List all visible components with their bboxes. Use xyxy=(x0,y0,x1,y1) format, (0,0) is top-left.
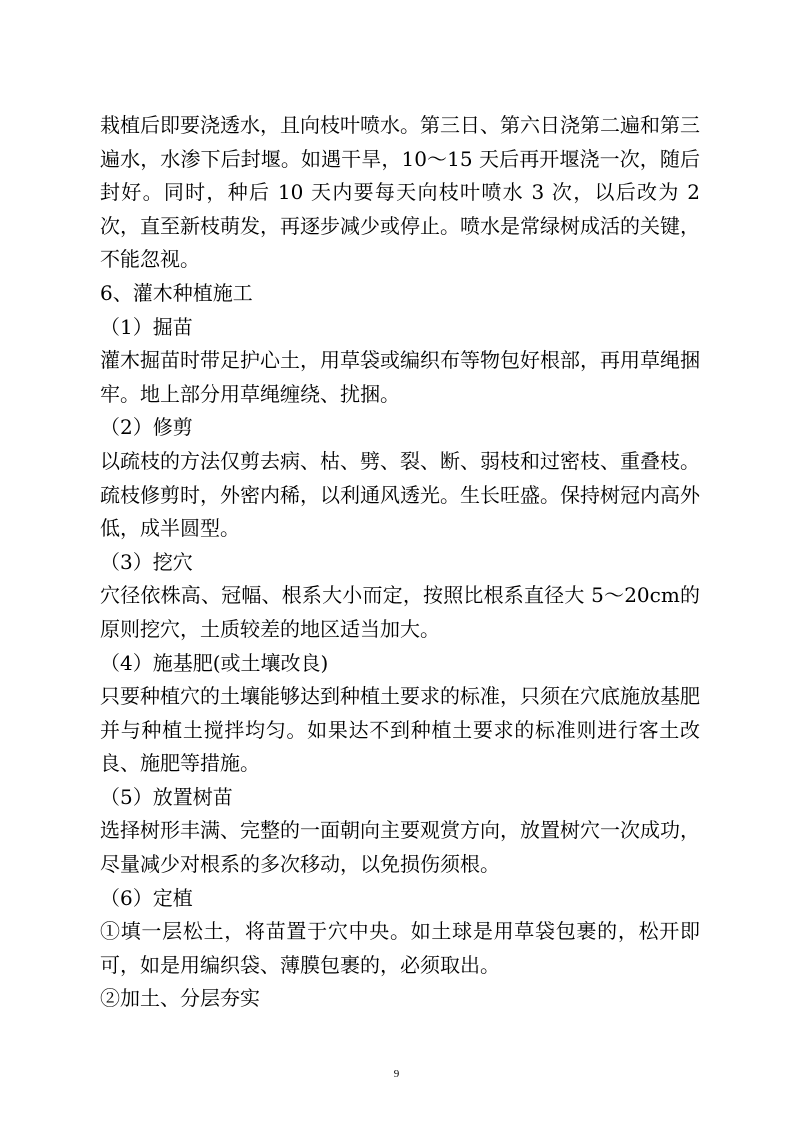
paragraph-watering: 栽植后即要浇透水，且向枝叶喷水。第三日、第六日浇第二遍和第三遍水，水渗下后封堰。如遇干旱，10～15 天后再开堰浇一次，随后封好。同时，种后 10 天内要每天向枝叶喷水 3 次，以后改为 2 次，直至新枝萌发，再逐步减少或停止。喷水是常绿树成活的关键，不能忽视。 xyxy=(100,113,700,272)
subheading-planting: （6）定植 xyxy=(100,885,193,910)
section-heading-shrub-planting: 6、灌木种植施工 xyxy=(100,280,253,305)
paragraph-planting-step-1: ①填一层松土，将苗置于穴中央。如土球是用草袋包裹的，松开即可，如是用编织袋、薄膜包裹的，必须取出。 xyxy=(100,919,700,977)
subheading-digging-seedlings: （1）掘苗 xyxy=(100,314,193,339)
paragraph-placing-seedlings: 选择树形丰满、完整的一面朝向主要观赏方向，放置树穴一次成功，尽量减少对根系的多次移动，以免损伤须根。 xyxy=(100,818,700,877)
subheading-pruning: （2）修剪 xyxy=(100,415,193,440)
paragraph-digging-holes: 穴径依株高、冠幅、根系大小而定，按照比根系直径大 5～20cm的原则挖穴，土质较差的地区适当加大。 xyxy=(100,583,700,641)
subheading-base-fertilizer: （4）施基肥(或土壤改良) xyxy=(100,650,329,675)
paragraph-base-fertilizer: 只要种植穴的土壤能够达到种植土要求的标准，只须在穴底施放基肥并与种植土搅拌均匀。如果达不到种植土要求的标准则进行客土改良、施肥等措施。 xyxy=(100,684,700,776)
subheading-placing-seedlings: （5）放置树苗 xyxy=(100,784,233,809)
subheading-digging-holes: （3）挖穴 xyxy=(100,549,193,574)
page-body xyxy=(100,109,700,1016)
paragraph-digging-seedlings: 灌木掘苗时带足护心土，用草袋或编织布等物包好根部，再用草绳捆牢。地上部分用草绳缠绕、扰捆。 xyxy=(100,348,700,406)
paragraph-pruning-shape: 疏枝修剪时，外密内稀，以利通风透光。生长旺盛。保持树冠内高外低，成半圆型。 xyxy=(100,482,700,541)
paragraph-planting-step-2: ②加土、分层夯实 xyxy=(100,986,260,1011)
paragraph-pruning-method: 以疏枝的方法仅剪去病、枯、劈、裂、断、弱枝和过密枝、重叠枝。 xyxy=(100,448,700,473)
page-number: 9 xyxy=(393,1068,400,1080)
